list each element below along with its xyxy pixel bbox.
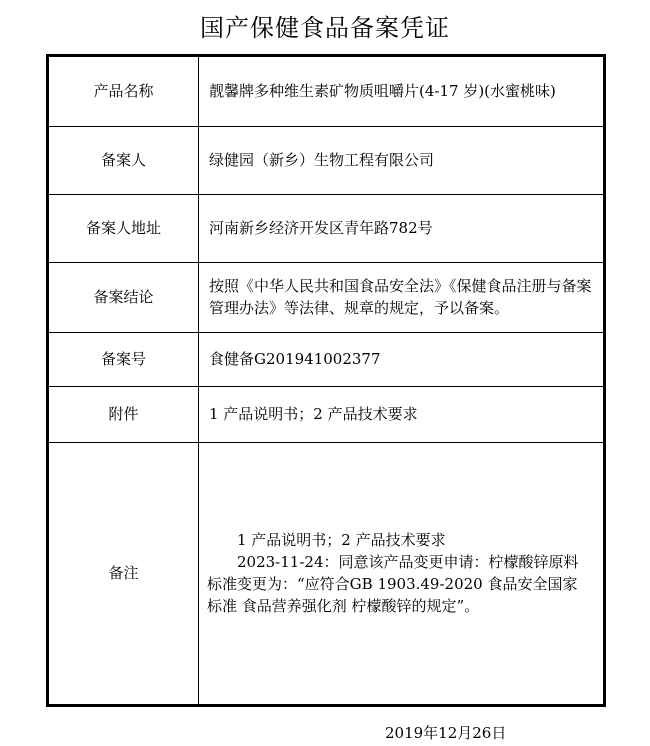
remarks-line-2: 2023-11-24：同意该产品变更申请：柠檬酸锌原料标准变更为：“应符合GB 1903.49-2020 食品安全国家标准 食品营养强化剂 柠檬酸锌的规定”。: [207, 553, 579, 616]
conclusion-value: 按照《中华人民共和国食品安全法》《保健食品注册与备案管理办法》等法律、规章的规定，予以备案。: [199, 262, 604, 332]
filer-value: 绿健园（新乡）生物工程有限公司: [199, 126, 604, 194]
remarks-line-1: 1 产品说明书；2 产品技术要求: [237, 531, 446, 550]
filer-address-label: 备案人地址: [49, 194, 199, 262]
document-title: 国产保健食品备案凭证: [200, 14, 450, 42]
filing-number-label: 备案号: [49, 332, 199, 386]
issue-date: 2019年12月26日: [385, 724, 507, 742]
remarks-value: [199, 442, 604, 704]
filing-table: [49, 57, 603, 704]
remarks-label: 备注: [49, 442, 199, 704]
table-row-attachments: [49, 386, 603, 442]
conclusion-label: 备案结论: [49, 262, 199, 332]
product-name-label: 产品名称: [49, 57, 199, 126]
table-row-conclusion: [49, 262, 603, 332]
table-row-product-name: [49, 57, 603, 126]
attachments-value: 1 产品说明书；2 产品技术要求: [199, 386, 604, 442]
filer-address-value: 河南新乡经济开发区青年路782号: [199, 194, 604, 262]
filer-label: 备案人: [49, 126, 199, 194]
filing-table-frame: [46, 54, 606, 707]
table-row-remarks: [49, 442, 603, 704]
product-name-value: 靓馨牌多种维生素矿物质咀嚼片(4-17 岁)(水蜜桃味): [199, 57, 604, 126]
table-row-filer: [49, 126, 603, 194]
table-row-filing-number: [49, 332, 603, 386]
attachments-label: 附件: [49, 386, 199, 442]
filing-number-value: 食健备G201941002377: [199, 332, 604, 386]
table-row-filer-address: [49, 194, 603, 262]
